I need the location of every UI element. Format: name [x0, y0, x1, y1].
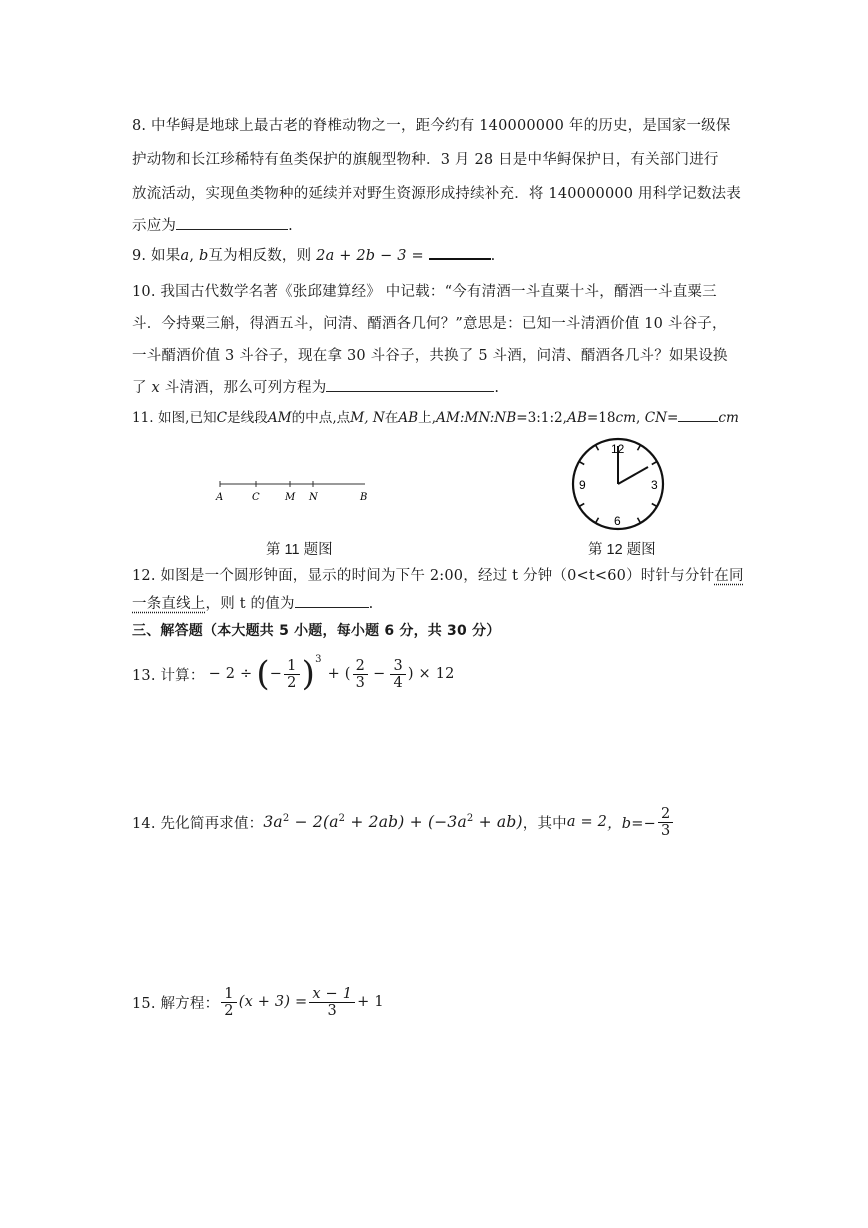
- q11-AB: AB: [398, 410, 419, 426]
- q13-frac-half: [284, 658, 299, 691]
- q14-frac-b: [658, 806, 673, 839]
- clock-figure: [570, 436, 666, 532]
- clock-tick: [579, 504, 584, 507]
- q15-d2: 2: [224, 1002, 234, 1019]
- q10-line3: 一斗醑酒价值 3 斗谷子，现在拿 30 斗谷子，共换了 5 斗酒，问清、醑酒各几斗？如果设换: [132, 348, 728, 364]
- q15-frac-half: [221, 986, 236, 1019]
- q13-label: 13. 计算：: [132, 667, 205, 684]
- q13-frac-23-den: 3: [355, 674, 366, 691]
- q14-bpre: ，b=−: [607, 815, 656, 832]
- q8-line4: [132, 214, 293, 235]
- q10-line4-mid: 斗清酒，那么可列方程为: [159, 380, 327, 396]
- q15-frac-rhs: [309, 986, 355, 1019]
- q10-x: x: [151, 380, 160, 396]
- q13-frac-half-num: 1: [284, 658, 299, 675]
- q12-line2-a: 一条直线上: [132, 596, 206, 612]
- q10-line4-prefix: 了: [132, 380, 152, 396]
- caption-fig12: 第 12 题图: [588, 542, 656, 558]
- q14-expr1: 3a: [263, 813, 283, 832]
- hour-hand: [618, 467, 648, 484]
- q11-t3: 的中点,点: [291, 410, 351, 426]
- q11-answer-blank[interactable]: [678, 409, 718, 422]
- label-A: A: [216, 492, 224, 503]
- q11-C: C: [216, 410, 228, 426]
- q9-b: b: [198, 248, 209, 264]
- q9-prefix: 9. 如果: [132, 248, 181, 264]
- q8-answer-blank[interactable]: [176, 215, 288, 230]
- q14-sq3: 2: [466, 812, 474, 824]
- clock-tick: [638, 445, 641, 450]
- q13-frac-34-num: 3: [390, 658, 405, 675]
- q14-expr3: + 2ab) + (−3a: [345, 813, 467, 832]
- q11-cm: cm: [615, 410, 637, 426]
- q13-frac-23-num: 2: [353, 658, 368, 675]
- segment-figure: [210, 474, 380, 504]
- q8-line2: 护动物和长江珍稀特有鱼类保护的旗舰型物种．3 月 28 日是中华鲟保护日，有关部门进行: [132, 152, 719, 168]
- q15-mid: (x + 3) =: [238, 994, 308, 1010]
- q10-line4-suffix: .: [494, 380, 500, 396]
- q13-frac-half-den: 2: [287, 674, 297, 691]
- q13-frac-two-thirds: [353, 658, 368, 691]
- q11-MN: M, N: [350, 410, 385, 426]
- q12-answer-blank[interactable]: [295, 593, 369, 608]
- q13-cube: 3: [315, 654, 322, 665]
- section3-title: 三、解答题（本大题共 5 小题，每小题 6 分，共 30 分）: [132, 623, 501, 639]
- q14-bden: 3: [661, 822, 671, 839]
- label-C: C: [252, 492, 260, 503]
- q15-num: x − 1: [309, 986, 355, 1003]
- q13-line: [132, 652, 455, 696]
- clock-tick: [579, 462, 584, 465]
- q11-CN: CN: [644, 410, 667, 426]
- q11-t1: 11. 如图,已知: [132, 410, 217, 426]
- q13-rparen: ): [301, 654, 316, 694]
- label-B: B: [360, 492, 368, 503]
- clock-number-12: 12: [611, 442, 625, 456]
- q13-minus: −: [373, 666, 386, 682]
- q10-answer-blank[interactable]: [326, 377, 494, 392]
- q13-tail: ) × 12: [407, 666, 455, 682]
- caption-fig11: 第 11 题图: [266, 542, 333, 558]
- q15-line: [132, 980, 384, 1024]
- clock-tick: [652, 504, 657, 507]
- q14-expr2: − 2(a: [289, 813, 339, 832]
- q11-ratio: AM:MN:NB: [436, 410, 517, 426]
- q14-aval: a = 2: [566, 814, 608, 830]
- q11-t4: 在: [384, 410, 399, 426]
- q11-t5: 上,: [418, 410, 437, 426]
- q10-line1: 10. 我国古代数学名著《张邱建算经》 中记载：“今有清酒一斗直粟十斗，醑酒一斗直粟三: [132, 284, 717, 300]
- q9-answer-blank[interactable]: [429, 244, 491, 260]
- clock-number-6: 6: [614, 514, 621, 528]
- q15-n1: 1: [221, 986, 236, 1003]
- label-M: M: [285, 492, 296, 503]
- q11-cm2: cm: [718, 410, 739, 426]
- q14-sq1: 2: [282, 812, 290, 824]
- q11-t9: =: [667, 410, 679, 426]
- q12-line2: [132, 592, 373, 613]
- q14-mid: ，其中: [522, 815, 567, 832]
- q15-den: 3: [327, 1002, 337, 1019]
- q15-tail: + 1: [357, 994, 384, 1010]
- q12-line1: [132, 564, 744, 585]
- q11-t2: 是线段: [227, 410, 268, 426]
- q13-lparen: (: [256, 654, 270, 694]
- clock-number-3: 3: [651, 478, 658, 492]
- q10-line4: [132, 376, 499, 397]
- q10-line2: 斗．今持粟三斛，得酒五斗，问清、醑酒各几何？”意思是：已知一斗清酒价值 10 斗谷子，: [132, 316, 727, 332]
- clock-tick: [652, 462, 657, 465]
- q8-line4-suffix: .: [288, 218, 293, 234]
- q14-expr4: + ab): [473, 813, 523, 832]
- clock-tick: [638, 518, 641, 523]
- clock-number-9: 9: [579, 478, 586, 492]
- q9-comma: ,: [189, 248, 199, 264]
- q14-expr: [263, 813, 522, 831]
- q9-line: [132, 244, 495, 265]
- q14-label: 14. 先化简再求值：: [132, 815, 264, 832]
- q14-bnum: 2: [658, 806, 673, 823]
- q15-label: 15. 解方程：: [132, 995, 220, 1012]
- q8-line3: 放流活动，实现鱼类物种的延续并对野生资源形成持续补充．将 140000000 用科学记数法表: [132, 186, 741, 202]
- q9-expr: 2a + 2b − 3 =: [316, 248, 424, 264]
- clock-tick: [596, 518, 599, 523]
- q11-t8: ,: [636, 410, 645, 426]
- q9-a: a: [180, 248, 190, 264]
- q11-AM: AM: [267, 410, 292, 426]
- q9-mid: 互为相反数，则: [208, 248, 317, 264]
- q13-frac-three-quarters: [390, 658, 405, 691]
- q8-line1: 8. 中华鲟是地球上最古老的脊椎动物之一，距今约有 140000000 年的历史，是国家一级保: [132, 118, 731, 134]
- q11-t7: =18: [586, 410, 616, 426]
- q13-minus2div: − 2 ÷: [208, 666, 253, 682]
- q13-plus: + (: [327, 666, 351, 682]
- q11-AB2: AB: [567, 410, 587, 426]
- q12-line1-a: 12. 如图是一个圆形钟面，显示的时间为下午 2:00，经过 t 分钟（0<t<60）时针与分针: [132, 568, 715, 584]
- q14-sq2: 2: [338, 812, 346, 824]
- label-N: N: [309, 492, 318, 503]
- q11-line: [132, 406, 739, 426]
- q13-neg: −: [269, 666, 283, 682]
- q9-suffix: .: [490, 248, 496, 264]
- q12-line2-suffix: .: [368, 596, 374, 612]
- q14-line: [132, 800, 675, 844]
- q13-frac-34-den: 4: [393, 674, 403, 691]
- clock-tick: [596, 445, 599, 450]
- q12-line1-b: 在同: [714, 568, 744, 584]
- q8-line4-prefix: 示应为: [132, 218, 177, 234]
- q11-t6: =3:1:2,: [516, 410, 568, 426]
- q12-line2-b: ，则 t 的值为: [205, 596, 295, 612]
